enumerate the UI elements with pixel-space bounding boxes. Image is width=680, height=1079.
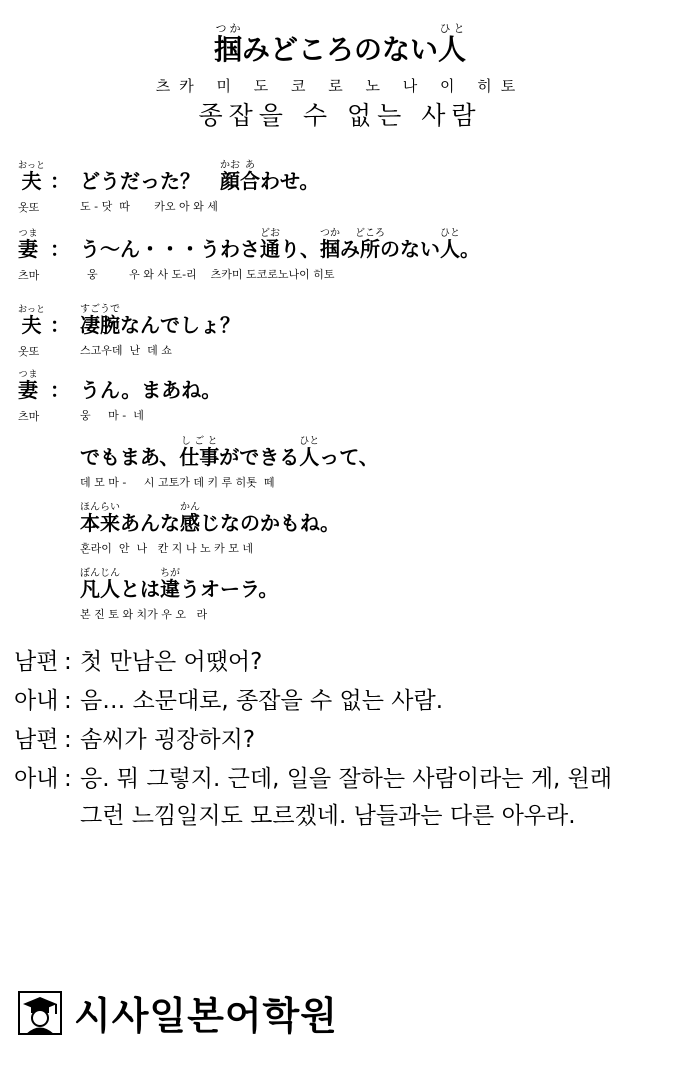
speaker-reading: 옷또	[18, 201, 40, 214]
school-name: 시사일본어학원	[74, 994, 338, 1038]
translation-text: 솜씨가 굉장하지?	[80, 727, 256, 753]
title-block	[0, 22, 680, 132]
speaker-japanese: 夫おっと	[18, 305, 46, 337]
translation-speaker: 남편	[14, 727, 59, 753]
colon: ：	[50, 313, 70, 337]
colon: :	[64, 727, 72, 753]
translation-line	[14, 644, 674, 681]
japanese-text: 凡人ぼんじんとは違ちがうオーラ。	[80, 568, 279, 601]
speaker-reading: 츠마	[18, 410, 40, 423]
school-logo	[18, 985, 338, 1040]
japanese-text: う～ん・・・うわさ通どおり、掴つかみ所どころのない人ひと。	[80, 228, 480, 261]
japanese-text: でもまあ、仕事しごとができる人ひとって、	[80, 436, 379, 469]
colon: ：	[50, 169, 70, 193]
speaker-japanese: 妻つま	[18, 370, 38, 402]
japanese-text: 凄腕すごうでなんでしょ？	[80, 304, 240, 337]
title-japanese: 掴つかみどころのない人ひと	[213, 22, 467, 66]
colon: :	[64, 766, 72, 792]
korean-reading: 도 - 닷 따 카오 아 와 세	[80, 200, 218, 213]
colon: ：	[50, 378, 70, 402]
japanese-text: どうだった？ 顔かお合あわせ。	[80, 160, 320, 193]
translation-line	[14, 761, 674, 835]
dialogue-line	[18, 436, 668, 491]
korean-reading: 스고우데 난 데 쇼	[80, 344, 172, 357]
title-korean: 종잡을 수 없는 사람	[198, 101, 482, 130]
korean-reading: 혼라이 안 나 칸 지 나 노 카 모 네	[80, 542, 253, 555]
korean-reading: 웅 우 와 사 도-리 츠카미 도코로노나이 히토	[80, 268, 335, 281]
dialogue-line	[18, 370, 668, 424]
translation-line	[14, 722, 674, 759]
dialogue-line	[18, 304, 668, 359]
speaker-japanese: 妻つま	[18, 229, 38, 261]
dialogue-line	[18, 568, 668, 623]
translation-line	[14, 683, 674, 720]
japanese-text: 本来ほんらいあんな感かんじなのかもね。	[80, 502, 340, 535]
dialogue-line	[18, 502, 668, 557]
translation-text: 음… 소문대로, 종잡을 수 없는 사람.	[80, 688, 444, 714]
colon: :	[64, 649, 72, 675]
colon: ：	[50, 237, 70, 261]
title-reading: 츠카 미 도 코 로 노 나 이 히토	[155, 77, 525, 95]
korean-reading: 데 모 마 - 시 고토가 데 키 루 히톳 떼	[80, 476, 275, 489]
korean-reading: 웅 마 - 네	[80, 409, 144, 422]
graduate-icon	[18, 991, 62, 1035]
translation-text: 응. 뭐 그렇지. 근데, 일을 잘하는 사람이라는 게, 원래	[80, 766, 613, 792]
translation-text-continued: 그런 느낌일지도 모르겠네. 남들과는 다른 아우라.	[80, 803, 576, 829]
korean-reading: 본 진 토 와 치가 우 오 라	[80, 608, 208, 621]
dialogue-line	[18, 160, 668, 215]
translation-speaker: 아내	[14, 766, 59, 792]
speaker-japanese: 夫おっと	[18, 161, 46, 193]
speaker-reading: 옷또	[18, 345, 40, 358]
speaker-reading: 츠마	[18, 269, 40, 282]
dialogue-line	[18, 228, 668, 283]
japanese-text: うん。まあね。	[80, 378, 222, 402]
translation-text: 첫 만남은 어땠어?	[80, 649, 263, 675]
translation-speaker: 아내	[14, 688, 59, 714]
translation-speaker: 남편	[14, 649, 59, 675]
colon: :	[64, 688, 72, 714]
